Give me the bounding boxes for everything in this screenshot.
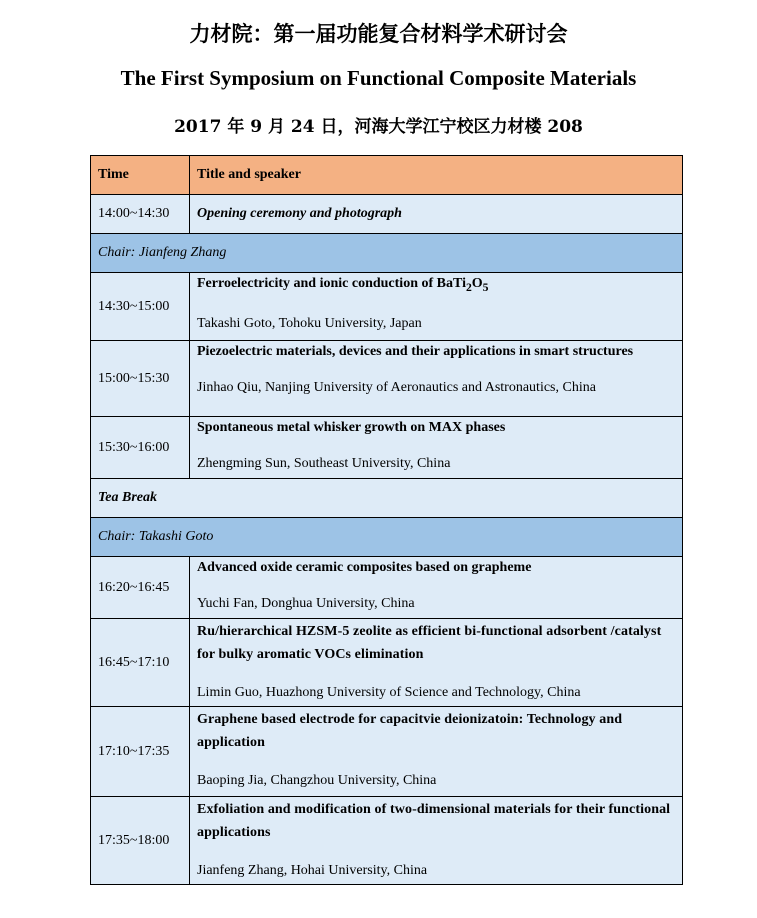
table-row-opening	[91, 195, 683, 234]
chair-row-1	[91, 234, 683, 273]
time-cell: 16:20~16:45	[91, 557, 190, 619]
title-cell	[190, 195, 683, 234]
time-cell: 14:30~15:00	[91, 273, 190, 341]
talk-title: Piezoelectric materials, devices and their applications in smart structures	[197, 344, 634, 359]
header-title-speaker: Title and speaker	[190, 156, 683, 195]
opening-title: Opening ceremony and photograph	[197, 206, 402, 221]
talk-title: Graphene based electrode for capacitvie deionizatoin: Technology and application	[197, 712, 623, 750]
talk-speaker: Baoping Jia, Changzhou University, China	[197, 773, 437, 788]
table-row	[91, 341, 683, 417]
table-row	[91, 707, 683, 797]
talk-speaker: Jinhao Qiu, Nanjing University of Aeronautics and Astronautics, China	[197, 380, 596, 395]
date-venue: 2017 年 9 月 24 日，河海大学江宁校区力材楼 208	[174, 117, 583, 137]
time-cell: 17:10~17:35	[91, 707, 190, 797]
title-cell	[190, 341, 683, 417]
talk-title: Advanced oxide ceramic composites based on grapheme	[197, 560, 532, 575]
chair-label: Chair: Takashi Goto	[91, 518, 683, 557]
talk-speaker: Limin Guo, Huazhong University of Science and Technology, China	[197, 685, 581, 700]
header-time: Time	[91, 156, 190, 195]
talk-speaker: Zhengming Sun, Southeast University, China	[197, 456, 451, 471]
table-row	[91, 417, 683, 479]
talk-title: Spontaneous metal whisker growth on MAX phases	[197, 420, 506, 435]
title-cell	[190, 619, 683, 707]
title-chinese: 力材院：第一届功能复合材料学术研讨会	[189, 21, 568, 46]
table-row	[91, 273, 683, 341]
talk-speaker: Takashi Goto, Tohoku University, Japan	[197, 315, 422, 331]
table-header-row	[91, 156, 683, 195]
tea-break-label: Tea Break	[91, 479, 683, 518]
talk-title: Ferroelectricity and ionic conduction of $BaTi_2O_5$	[197, 276, 489, 294]
time-cell: 17:35~18:00	[91, 797, 190, 885]
time-cell: 15:30~16:00	[91, 417, 190, 479]
talk-title: Ru/hierarchical HZSM-5 zeolite as efficient bi-functional adsorbent /catalyst for bulky aromatic VOCs elimination	[197, 624, 662, 662]
title-cell	[190, 797, 683, 885]
chair-label: Chair: Jianfeng Zhang	[91, 234, 683, 273]
title-cell	[190, 273, 683, 341]
time-cell: 15:00~15:30	[91, 341, 190, 417]
title-cell	[190, 707, 683, 797]
schedule-table	[90, 155, 683, 885]
talk-speaker: Yuchi Fan, Donghua University, China	[197, 596, 415, 611]
table-row	[91, 619, 683, 707]
time-cell: 14:00~14:30	[91, 195, 190, 234]
talk-speaker: Jianfeng Zhang, Hohai University, China	[197, 863, 428, 878]
title-cell	[190, 417, 683, 479]
talk-title: Exfoliation and modification of two-dimensional materials for their functional applications	[197, 802, 671, 840]
chair-row-2	[91, 518, 683, 557]
table-row	[91, 557, 683, 619]
time-cell: 16:45~17:10	[91, 619, 190, 707]
table-row	[91, 797, 683, 885]
title-cell	[190, 557, 683, 619]
title-english: The First Symposium on Functional Composite Materials	[120, 66, 637, 90]
tea-break-row	[91, 479, 683, 518]
